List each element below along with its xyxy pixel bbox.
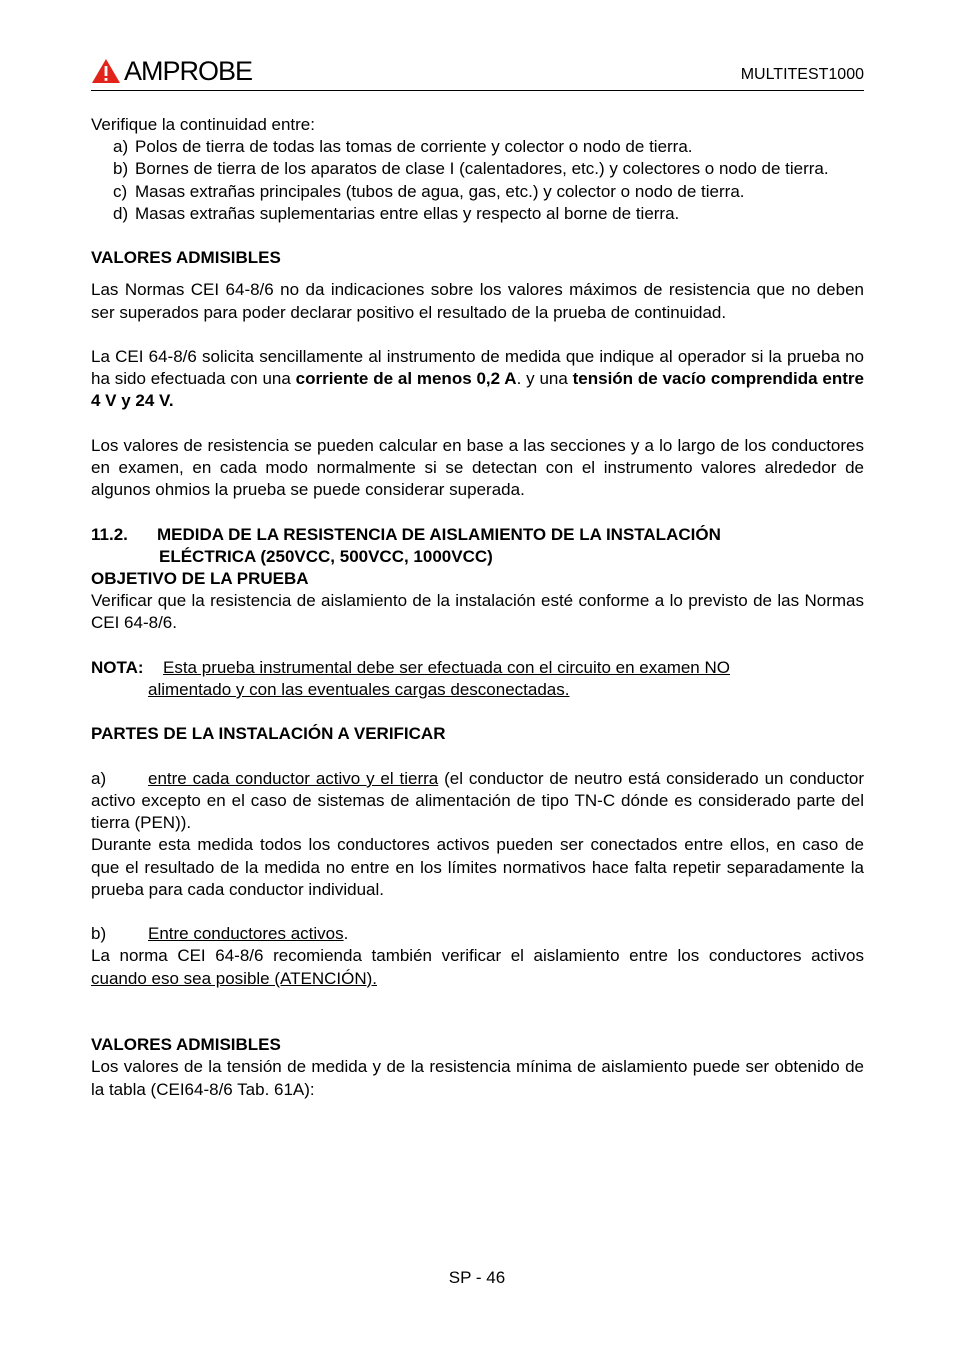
warning-triangle-icon — [91, 58, 121, 84]
model-name: MULTITEST1000 — [740, 66, 864, 83]
paragraph: Verificar que la resistencia de aislamiento de la instalación esté conforme a lo previsto de las Normas CEI 64-8/6. — [91, 591, 864, 633]
amprobe-logo — [91, 57, 252, 85]
list-item: d) Masas extrañas suplementarias entre ellas y respecto al borne de tierra. — [113, 203, 680, 223]
page-content — [91, 114, 864, 1101]
paragraph: La CEI 64-8/6 solicita sencillamente al instrumento de medida que indique al operador si la prueba no ha sido efectuada con una corriente de al menos 0,2 A. y una tensión de vacío comprendida entre 4 V y 24 V. — [91, 347, 864, 411]
heading-partes: PARTES DE LA INSTALACIÓN A VERIFICAR — [91, 724, 446, 744]
paragraph: Los valores de resistencia se pueden calcular en base a las secciones y a lo largo de los conductores en examen, en cada modo normalmente si se detectan con el instrumento valores alrededor de algunos ohmios la prueba se puede considerar superada. — [91, 435, 864, 500]
list-item: b) Bornes de tierra de los aparatos de clase I (calentadores, etc.) y colectores o nodo de tierra. — [113, 159, 829, 179]
note-continued: alimentado y con las eventuales cargas desconectadas. — [148, 680, 570, 699]
heading-objetivo: OBJETIVO DE LA PRUEBA — [91, 569, 309, 588]
list-item: a) Polos de tierra de todas las tomas de corriente y colector o nodo de tierra. — [113, 137, 693, 157]
section-title-continued: ELÉCTRICA (250VCC, 500VCC, 1000VCC) — [159, 546, 493, 566]
item-b: b) Entre conductores activos. — [91, 924, 349, 944]
brand-name: AMPROBE — [124, 56, 253, 86]
page-header — [91, 55, 864, 91]
heading-valores-admisibles: VALORES ADMISIBLES — [91, 248, 281, 268]
page-number: SP - 46 — [448, 1268, 506, 1287]
list-item: c) Masas extrañas principales (tubos de agua, gas, etc.) y colector o nodo de tierra. — [113, 181, 745, 201]
paragraph: Durante esta medida todos los conductores activos pueden ser conectados entre ellos, en caso de que el resultado de la medida no entre en los límites normativos hace falta repetir separadamente la prueba para cada conductor individual. — [91, 835, 864, 899]
section-title: 11.2. MEDIDA DE LA RESISTENCIA DE AISLAMIENTO DE LA INSTALACIÓN — [91, 524, 721, 544]
paragraph: Las Normas CEI 64-8/6 no da indicaciones sobre los valores máximos de resistencia que no deben ser superados para poder declarar positivo el resultado de la prueba de continuidad. — [91, 280, 864, 322]
heading-valores-admisibles: VALORES ADMISIBLES — [91, 1035, 281, 1055]
note: NOTA: Esta prueba instrumental debe ser efectuada con el circuito en examen NO — [91, 657, 730, 677]
intro-text: Verifique la continuidad entre: — [91, 115, 315, 134]
item-a: a) entre cada conductor activo y el tierra (el conductor de neutro está considerado un conductor activo excepto en el caso de sistemas de alimentación de tipo TN-C dónde es considerado parte del tierra (PEN)). — [91, 768, 864, 833]
paragraph: Los valores de la tensión de medida y de la resistencia mínima de aislamiento puede ser obtenido de la tabla (CEI64-8/6 Tab. 61A): — [91, 1057, 864, 1099]
paragraph: La norma CEI 64-8/6 recomienda también verificar el aislamiento entre los conductores activos cuando eso sea posible (ATENCIÓN). — [91, 946, 864, 988]
